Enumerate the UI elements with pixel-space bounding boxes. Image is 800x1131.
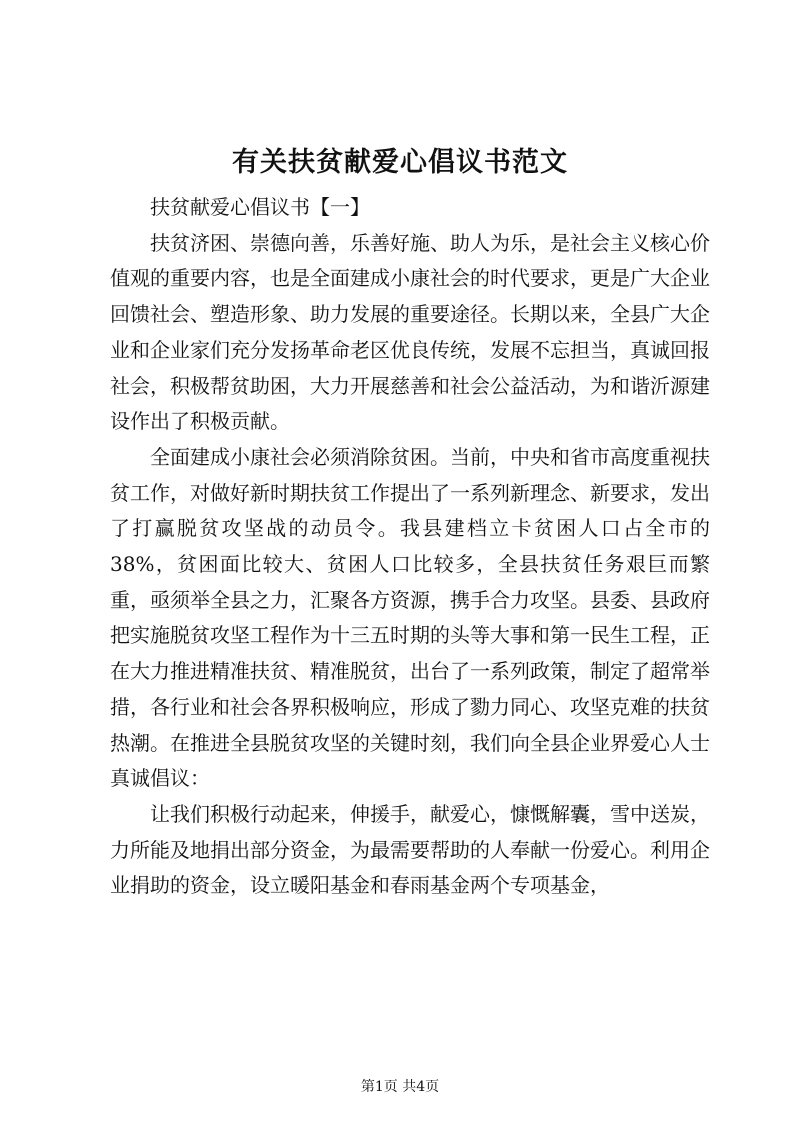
paragraph: 让我们积极行动起来，伸援手，献爱心，慷慨解囊，雪中送炭，力所能及地捐出部分资金，为最需要帮助的人奉献一份爱心。利用企业捐助的资金，设立暖阳基金和春雨基金两个专项基金， (110, 801, 710, 898)
section-heading: 扶贫献爱心倡议书【一】 (150, 195, 370, 219)
page-number: 第1页 共4页 (360, 1079, 440, 1095)
paragraph: 全面建成小康社会必须消除贫困。当前，中央和省市高度重视扶贫工作，对做好新时期扶贫工作提出了一系列新理念、新要求，发出了打赢脱贫攻坚战的动员令。我县建档立卡贫困人口占全市的38%，贫困面比较大、贫困人口比较多，全县扶贫任务艰巨而繁重，亟须举全县之力，汇聚各方资源，携手合力攻坚。县委、县政府把实施脱贫攻坚工程作为十三五时期的头等大事和第一民生工程，正在大力推进精准扶贫、精准脱贫，出台了一系列政策，制定了超常举措，各行业和社会各界积极响应，形成了勠力同心、攻坚克难的扶贫热潮。在推进全县脱贫攻坚的关键时刻，我们向全县企业界爱心人士真诚倡议： (110, 444, 710, 791)
paragraph: 扶贫济困、崇德向善，乐善好施、助人为乐，是社会主义核心价值观的重要内容，也是全面建成小康社会的时代要求，更是广大企业回馈社会、塑造形象、助力发展的重要途径。长期以来，全县广大企业和企业家们充分发扬革命老区优良传统，发展不忘担当，真诚回报社会，积极帮贫助困，大力开展慈善和社会公益活动，为和谐沂源建设作出了积极贡献。 (110, 230, 710, 434)
document-title: 有关扶贫献爱心倡议书范文 (232, 147, 568, 178)
document-body (110, 190, 710, 904)
